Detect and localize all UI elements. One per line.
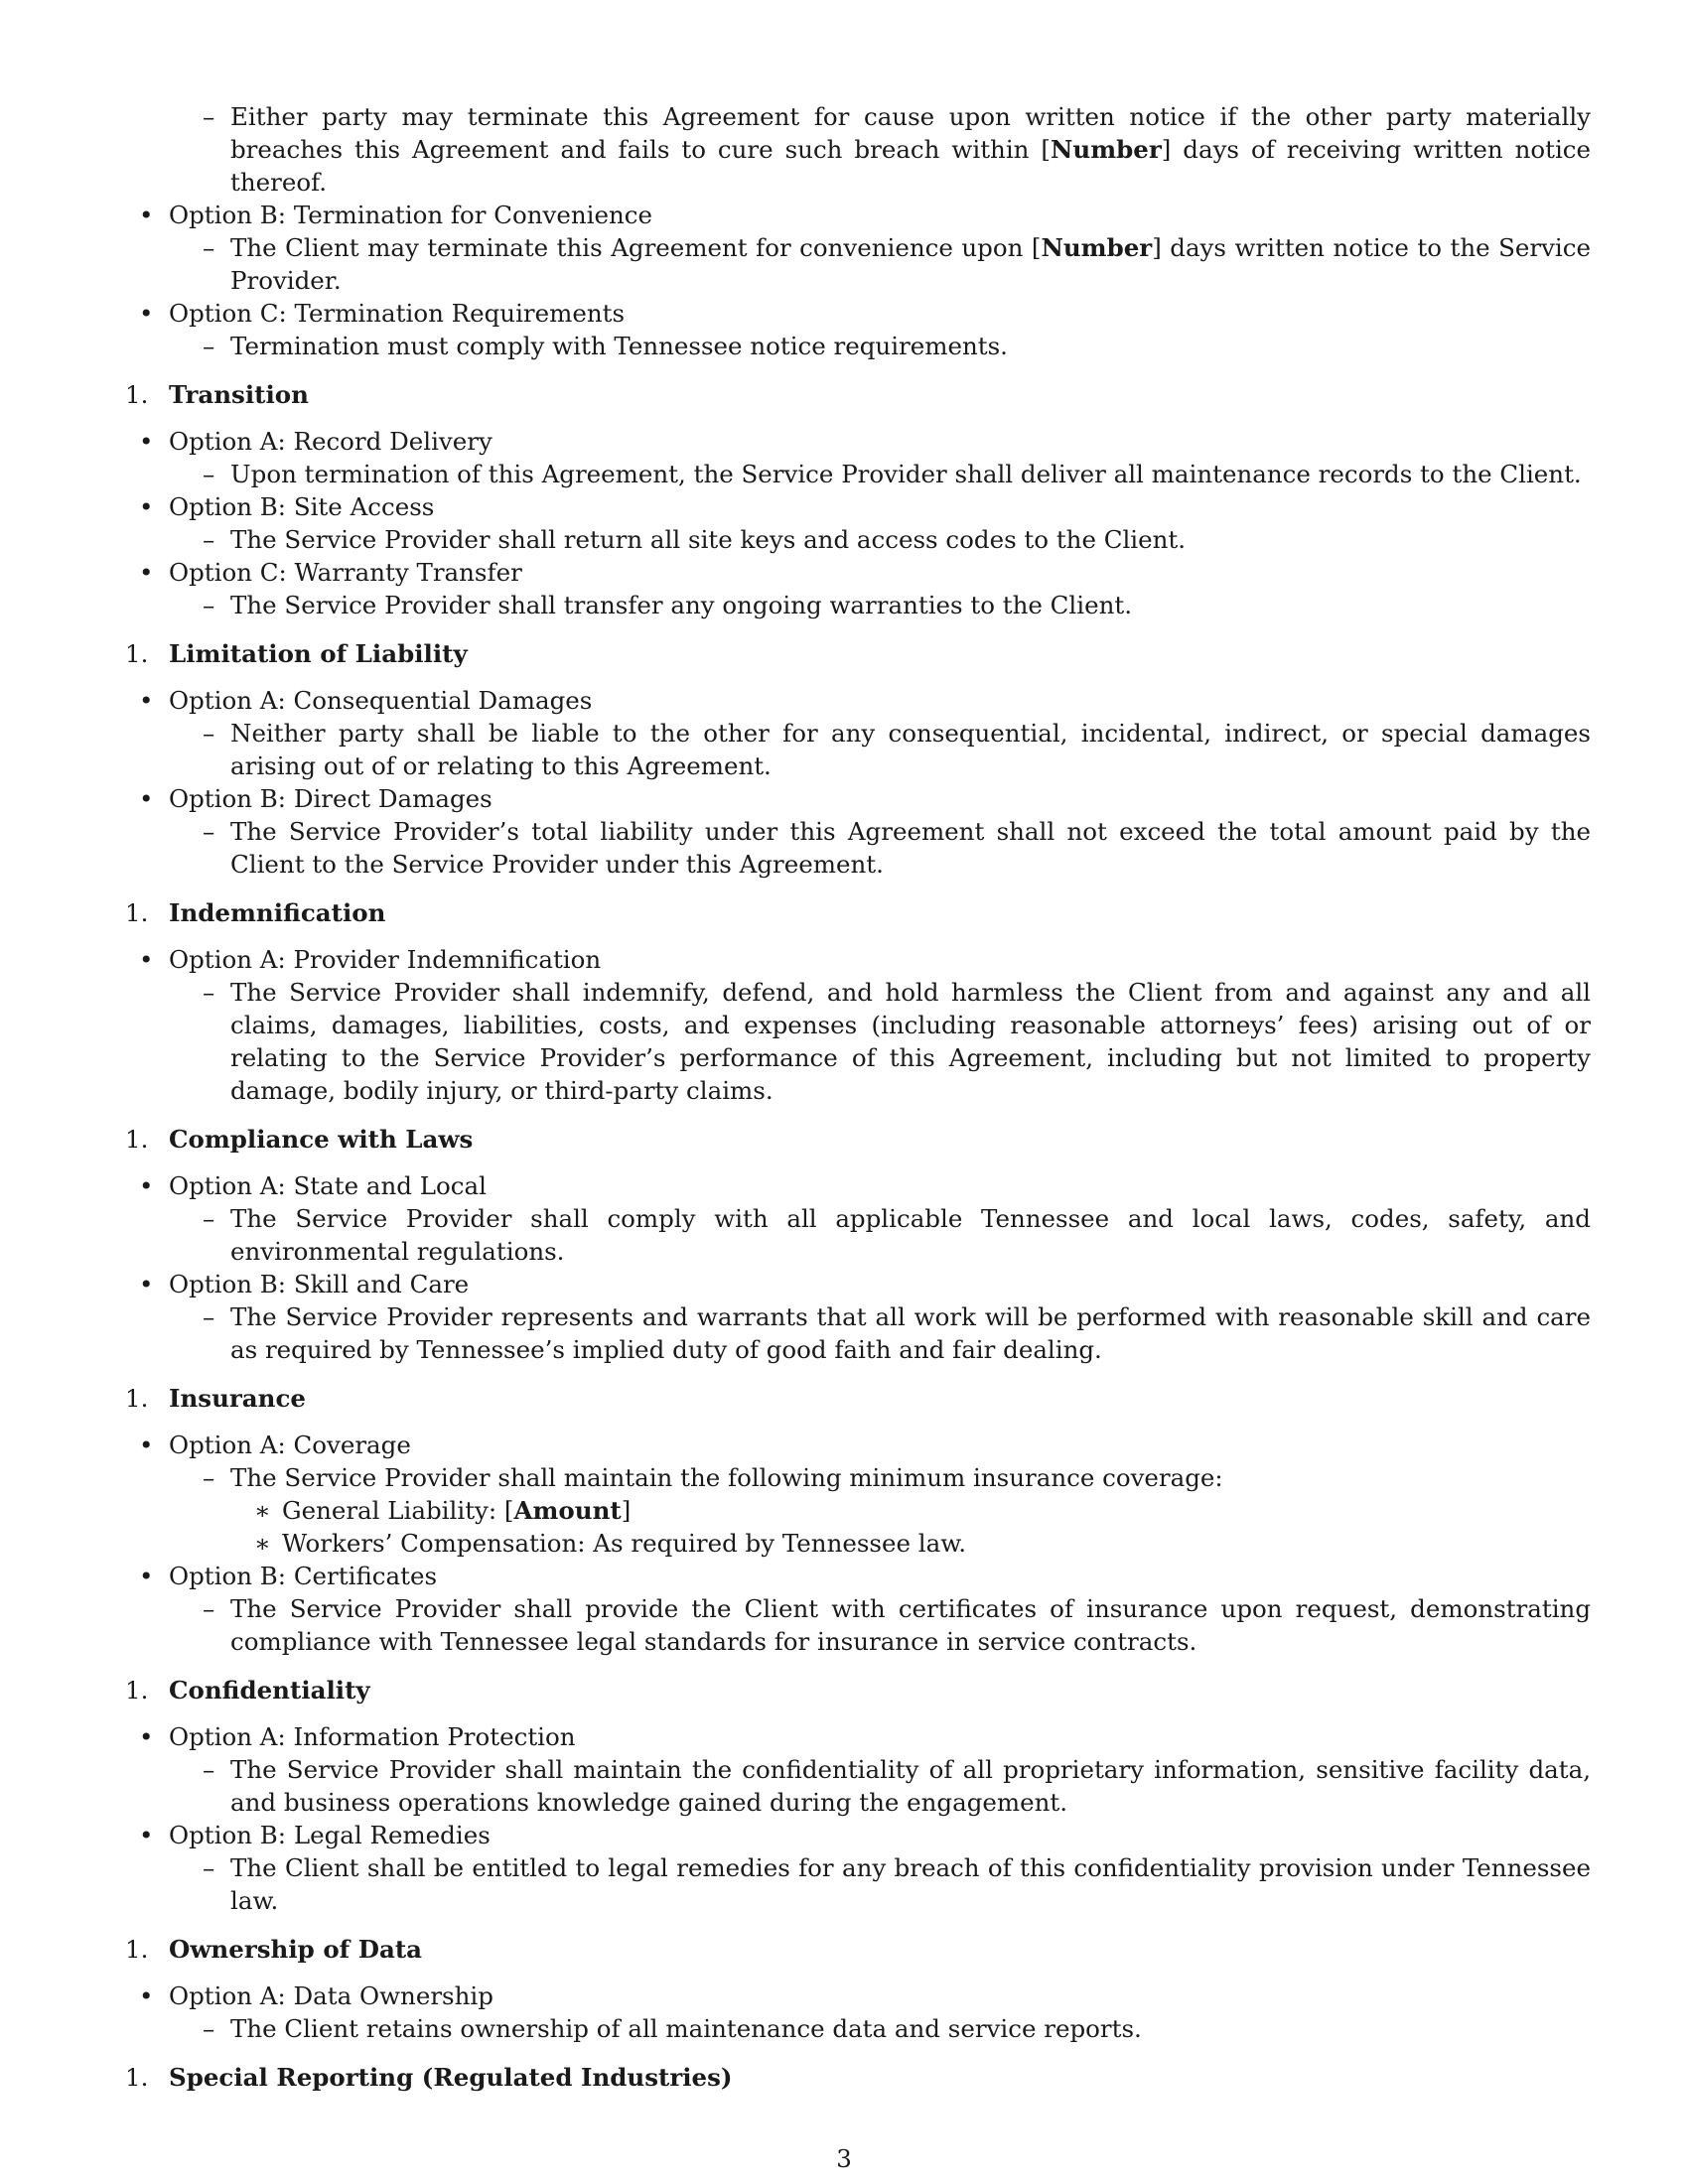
liability-options-list [129, 684, 1591, 881]
termination-option-a-continued [169, 100, 1591, 199]
amount-placeholder: Amount [513, 1496, 622, 1525]
indemnification-option-a: • Option A: Provider Indemnification – The Service Provider shall indemnify, defend, and hold harmless the Client from and against any and all claims, damages, liabilities, costs, and expenses (including reasonable attorneys’ fees) arising out of or relating to the Service Provider’s performance of this Agreement, including but not limited to property damage, bodily injury, or third-party claims. [169, 943, 1591, 1107]
termination-option-b: • Option B: Termination for Convenience – The Client may terminate this Agreement for convenience upon [Number] days written notice to the Service Provider. [169, 199, 1591, 297]
compliance-option-b: • Option B: Skill and Care – The Service Provider represents and warrants that all work will be performed with reasonable skill and care as required by Tennessee’s implied duty of good faith and fair dealing. [169, 1268, 1591, 1366]
option-text: – The Service Provider shall provide the Client with certificates of insurance upon request, demonstrating compliance with Tennessee legal standards for insurance in service contracts. [230, 1592, 1591, 1658]
indemnification-options-list [129, 943, 1591, 1107]
option-text: – The Service Provider’s total liability under this Agreement shall not exceed the total amount paid by the Client to the Service Provider under this Agreement. [230, 815, 1591, 881]
option-text: – Neither party shall be liable to the other for any consequential, incidental, indirect, or special damages arising out of or relating to this Agreement. [230, 717, 1591, 782]
transition-option-b: • Option B: Site Access – The Service Provider shall return all site keys and access codes to the Client. [169, 490, 1591, 556]
option-text: – The Service Provider shall maintain the following minimum insurance coverage: ∗ General Liability: [Amount] ∗ Workers’ Compensation: As required by Tennessee law. [230, 1461, 1591, 1560]
option-text: – The Service Provider shall transfer any ongoing warranties to the Client. [230, 589, 1591, 621]
option-text: – The Service Provider shall maintain the confidentiality of all proprietary information, sensitive facility data, and business operations knowledge gained during the engagement. [230, 1753, 1591, 1819]
data-ownership-options-list [129, 1979, 1591, 2045]
number-placeholder: Number [1050, 135, 1162, 164]
transition-option-a: • Option A: Record Delivery – Upon termination of this Agreement, the Service Provider shall deliver all maintenance records to the Client. [169, 425, 1591, 490]
data-ownership-option-a: • Option A: Data Ownership – The Client retains ownership of all maintenance data and service reports. [169, 1979, 1591, 2045]
section-heading-special-reporting: 1. Special Reporting (Regulated Industries) [125, 2063, 733, 2092]
cause-termination-text: – Either party may terminate this Agreement for cause upon written notice if the other party materially breaches this Agreement and fails to cure such breach within [Number] days of receiving written notice thereof. [230, 100, 1591, 199]
section-heading-ownership-of-data: 1. Ownership of Data [125, 1935, 423, 1964]
insurance-options-list [129, 1429, 1591, 1658]
insurance-option-b: • Option B: Certificates – The Service Provider shall provide the Client with certificates of insurance upon request, demonstrating compliance with Tennessee legal standards for insurance in service contracts. [169, 1560, 1591, 1658]
section-heading-indemnification: 1. Indemnification [125, 898, 386, 927]
liability-option-b: • Option B: Direct Damages – The Service Provider’s total liability under this Agreement shall not exceed the total amount paid by the Client to the Service Provider under this Agreement. [169, 782, 1591, 881]
insurance-option-a: • Option A: Coverage – The Service Provider shall maintain the following minimum insurance coverage: ∗ General Liability: [Amount] ∗ Workers’ Compensation: As required by Tennessee law. [169, 1429, 1591, 1560]
compliance-option-a: • Option A: State and Local – The Service Provider shall comply with all applicable Tennessee and local laws, codes, safety, and environmental regulations. [169, 1169, 1591, 1268]
transition-option-c: • Option C: Warranty Transfer – The Service Provider shall transfer any ongoing warranties to the Client. [169, 556, 1591, 621]
page-number: 3 [836, 2144, 852, 2173]
section-heading-compliance-with-laws: 1. Compliance with Laws [125, 1125, 474, 1154]
section-heading-insurance: 1. Insurance [125, 1384, 306, 1413]
section-heading-transition: 1. Transition [125, 380, 309, 409]
confidentiality-option-b: • Option B: Legal Remedies – The Client shall be entitled to legal remedies for any breach of this confidentiality provision under Tennessee law. [169, 1819, 1591, 1917]
termination-options-list [129, 100, 1591, 199]
compliance-options-list [129, 1169, 1591, 1366]
convenience-termination-text: – The Client may terminate this Agreement for convenience upon [Number] days written notice to the Service Provider. [230, 231, 1591, 297]
option-text: – The Client shall be entitled to legal remedies for any breach of this confidentiality provision under Tennessee law. [230, 1851, 1591, 1917]
section-heading-confidentiality: 1. Confidentiality [125, 1676, 370, 1705]
section-heading-limitation-of-liability: 1. Limitation of Liability [125, 639, 468, 668]
liability-option-a: • Option A: Consequential Damages – Neither party shall be liable to the other for any consequential, incidental, indirect, or special damages arising out of or relating to this Agreement. [169, 684, 1591, 782]
option-text: – Upon termination of this Agreement, the Service Provider shall deliver all maintenance records to the Client. [230, 458, 1591, 490]
confidentiality-option-a: • Option A: Information Protection – The Service Provider shall maintain the confidentiality of all proprietary information, sensitive facility data, and business operations knowledge gained during the engagement. [169, 1720, 1591, 1819]
option-text: – The Service Provider shall comply with all applicable Tennessee and local laws, codes, safety, and environmental regulations. [230, 1202, 1591, 1268]
option-text: – The Service Provider shall return all site keys and access codes to the Client. [230, 523, 1591, 556]
termination-option-c: • Option C: Termination Requirements – Termination must comply with Tennessee notice requirements. [169, 297, 1591, 362]
number-placeholder: Number [1041, 233, 1153, 262]
transition-options-list [129, 425, 1591, 621]
option-text: – The Service Provider shall indemnify, defend, and hold harmless the Client from and against any and all claims, damages, liabilities, costs, and expenses (including reasonable attorneys’ fees) arising out of or relating to the Service Provider’s performance of this Agreement, including but not limited to property damage, bodily injury, or third-party claims. [230, 976, 1591, 1107]
termination-requirements-text: – Termination must comply with Tennessee notice requirements. [230, 330, 1591, 362]
workers-compensation-item: ∗ Workers’ Compensation: As required by Tennessee law. [282, 1527, 1591, 1560]
option-text: – The Service Provider represents and warrants that all work will be performed with reasonable skill and care as required by Tennessee’s implied duty of good faith and fair dealing. [230, 1300, 1591, 1366]
confidentiality-options-list [129, 1720, 1591, 1917]
termination-options-list-2 [129, 199, 1591, 362]
option-text: – The Client retains ownership of all maintenance data and service reports. [230, 2012, 1591, 2045]
general-liability-item: ∗ General Liability: [Amount] [282, 1494, 1591, 1527]
document-body [125, 100, 1591, 2108]
